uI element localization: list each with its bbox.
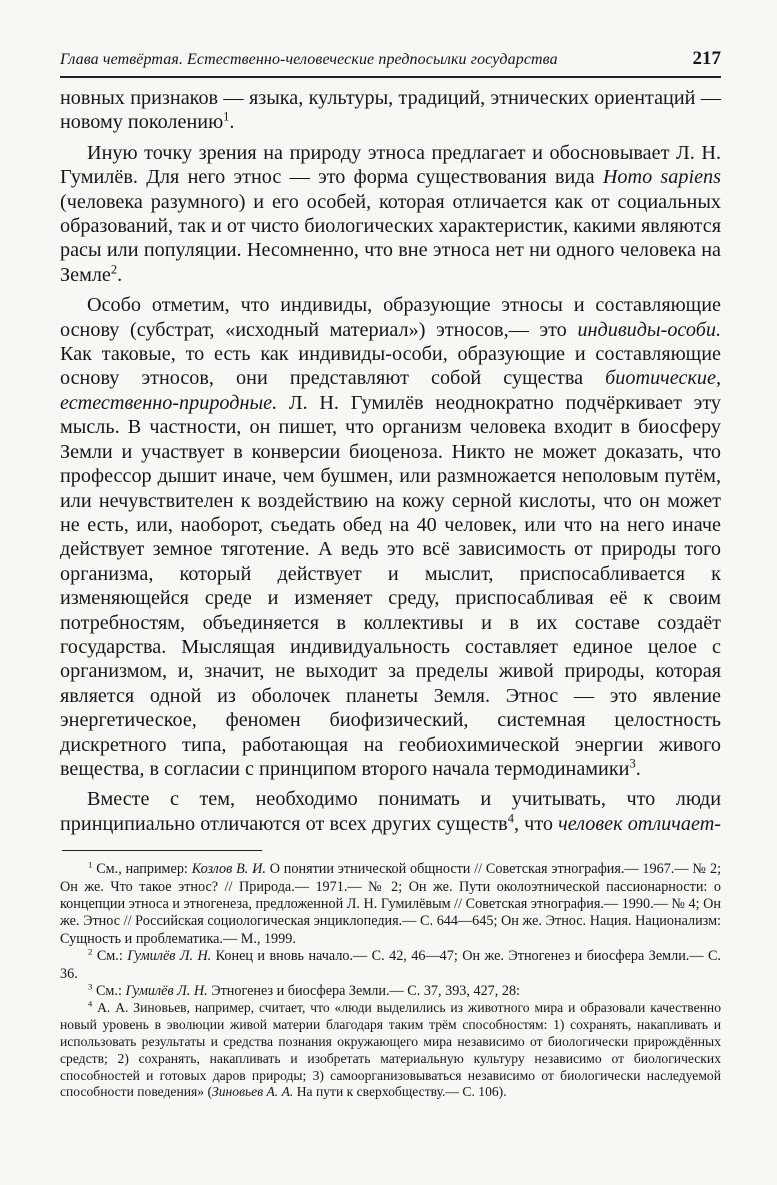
footnote-ref: 1	[88, 859, 93, 870]
text-run: Иную точку зрения на природу этноса предлагает и обосновывает Л. Н. Гумилёв. Для него этнос — это форма существования вида	[60, 141, 721, 189]
footnote-ref: 3	[629, 756, 636, 771]
text-run: новных признаков — языка, культуры, традиций, этнических ориентаций — новому поколению	[60, 87, 721, 134]
italic-text: Homo sapiens	[602, 166, 721, 189]
italic-text: человек отличает-	[558, 812, 721, 835]
text-run: А. А. Зиновьев, например, считает, что «люди выделились из животного мира и образовали качественно новый уровень в эволюции живой материи благодаря таким трём способностям: 1) сохранять, накапливать и использовать результаты и средства познания окружающего мира независимо от биологически прирождённых средств; 2) сохранять, накапливать и изобретать материальную культуру независимо от биологических способностей и готовых даров природы; 3) самоорганизовываться независимо от биологически наследуемой способности поведения» (	[60, 1000, 721, 1100]
paragraph	[60, 86, 721, 135]
footnote-ref: 2	[88, 946, 93, 957]
footnote-ref: 4	[507, 811, 514, 826]
paragraph	[60, 787, 721, 836]
italic-text: Козлов В. И.	[191, 861, 266, 878]
running-title: Глава четвёртая. Естественно-человеческие предпосылки государства	[60, 51, 558, 68]
italic-text: биотические, естественно-природные.	[60, 367, 721, 414]
footnote-ref: 2	[110, 262, 118, 277]
italic-text: Зиновьев А. А.	[212, 1084, 294, 1100]
text-run: Особо отметим, что индивиды, образующие этносы и составляющие основу (субстрат, «исходный материал») этносов,— это	[60, 294, 721, 341]
footnote-ref: 3	[88, 981, 93, 992]
italic-text: индивиды-особи.	[577, 318, 721, 341]
text-run: .	[635, 757, 641, 780]
text-run: Этногенез и биосфера Земли.— С. 37, 393, 427, 28:	[207, 983, 520, 1000]
footnote-divider	[62, 850, 262, 851]
running-head	[60, 48, 721, 78]
footnotes	[60, 861, 721, 1101]
text-run: Конец и вновь начало.— С. 42, 46—47; Он же. Этногенез и биосфера Земли.— С. 36.	[60, 948, 721, 982]
text-run: На пути к сверхобществу.— С. 106).	[293, 1084, 507, 1100]
text-run: Л. Н. Гумилёв неоднократно подчёркивает эту мысль. В частности, он пишет, что организм человека входит в биосферу Земли и участвует в конверсии биоценоза. Никто не может доказать, что профессор дышит иначе, чем бушмен, или размножается неполовым путём, или нечувствителен к воздействию на кожу серной кислоты, что он может не есть, или, наоборот, съедать обед на 40 человек, или что на него иначе действует земное тяготение. А ведь это всё зависимость от природы того организма, который действует и мыслит, приспосабливается к изменяющейся среде и изменяет среду, приспосабливая её к своим потребностям, объединяется в коллективы и в их составе создаёт государства. Мыслящая индивидуальность составляет единое целое с организмом, и, значит, не выходит за пределы живой природы, которая является одной из оболочек планеты Земля. Этнос — это явление энергетическое, феномен биофизический, системная целостность дискретного типа, работающая на геобиохимической энергии живого вещества, в согласии с принципом второго начала термодинамики	[60, 391, 721, 780]
page-number: 217	[692, 48, 721, 69]
italic-text: Гумилёв Л. Н.	[127, 948, 212, 965]
text-run: .	[229, 111, 235, 134]
italic-text: Гумилёв Л. Н.	[125, 983, 208, 1000]
footnote-ref: 4	[88, 998, 93, 1009]
text-run: См.:	[92, 983, 126, 1000]
text-run: Вместе с тем, необходимо понимать и учитывать, что люди принципиально отличаются от всех других существ	[60, 788, 721, 835]
body-text	[60, 86, 721, 836]
text-run: , что	[513, 812, 559, 835]
footnote	[60, 983, 721, 1000]
footnote	[60, 948, 721, 983]
paragraph	[60, 141, 721, 287]
text-run: Как таковые, то есть как индивиды-особи, образующие и составляющие основу этносов, они представляют собой существа	[60, 343, 721, 390]
text-run: .	[117, 263, 123, 286]
text-run: О понятии этнической общности // Советская этнография.— 1967.— № 2; Он же. Что такое этнос? // Природа.— 1971.— № 2; Он же. Пути околоэтнической пассионарности: о концепции этноса и этногенеза, предложенной Л. Н. Гумилёвым // Советская этнография.— 1990.— № 4; Он же. Этнос // Российская социологическая энциклопедия.— С. 644—645; Он же. Этнос. Нация. Национализм: Сущность и проблематика.— М., 1999.	[60, 861, 722, 947]
text-run: (человека разумного) и его особей, которая отличается как от социальных образований, так и от чисто биологических характеристик, какими являются расы или популяции. Несомненно, что вне этноса нет ни одного человека на Земле	[60, 190, 721, 286]
footnote-ref: 1	[223, 109, 230, 124]
paragraph	[60, 293, 721, 781]
footnote	[60, 861, 721, 948]
footnote	[60, 1000, 721, 1101]
text-run: См., например:	[92, 861, 192, 878]
text-run: См.:	[92, 948, 128, 965]
